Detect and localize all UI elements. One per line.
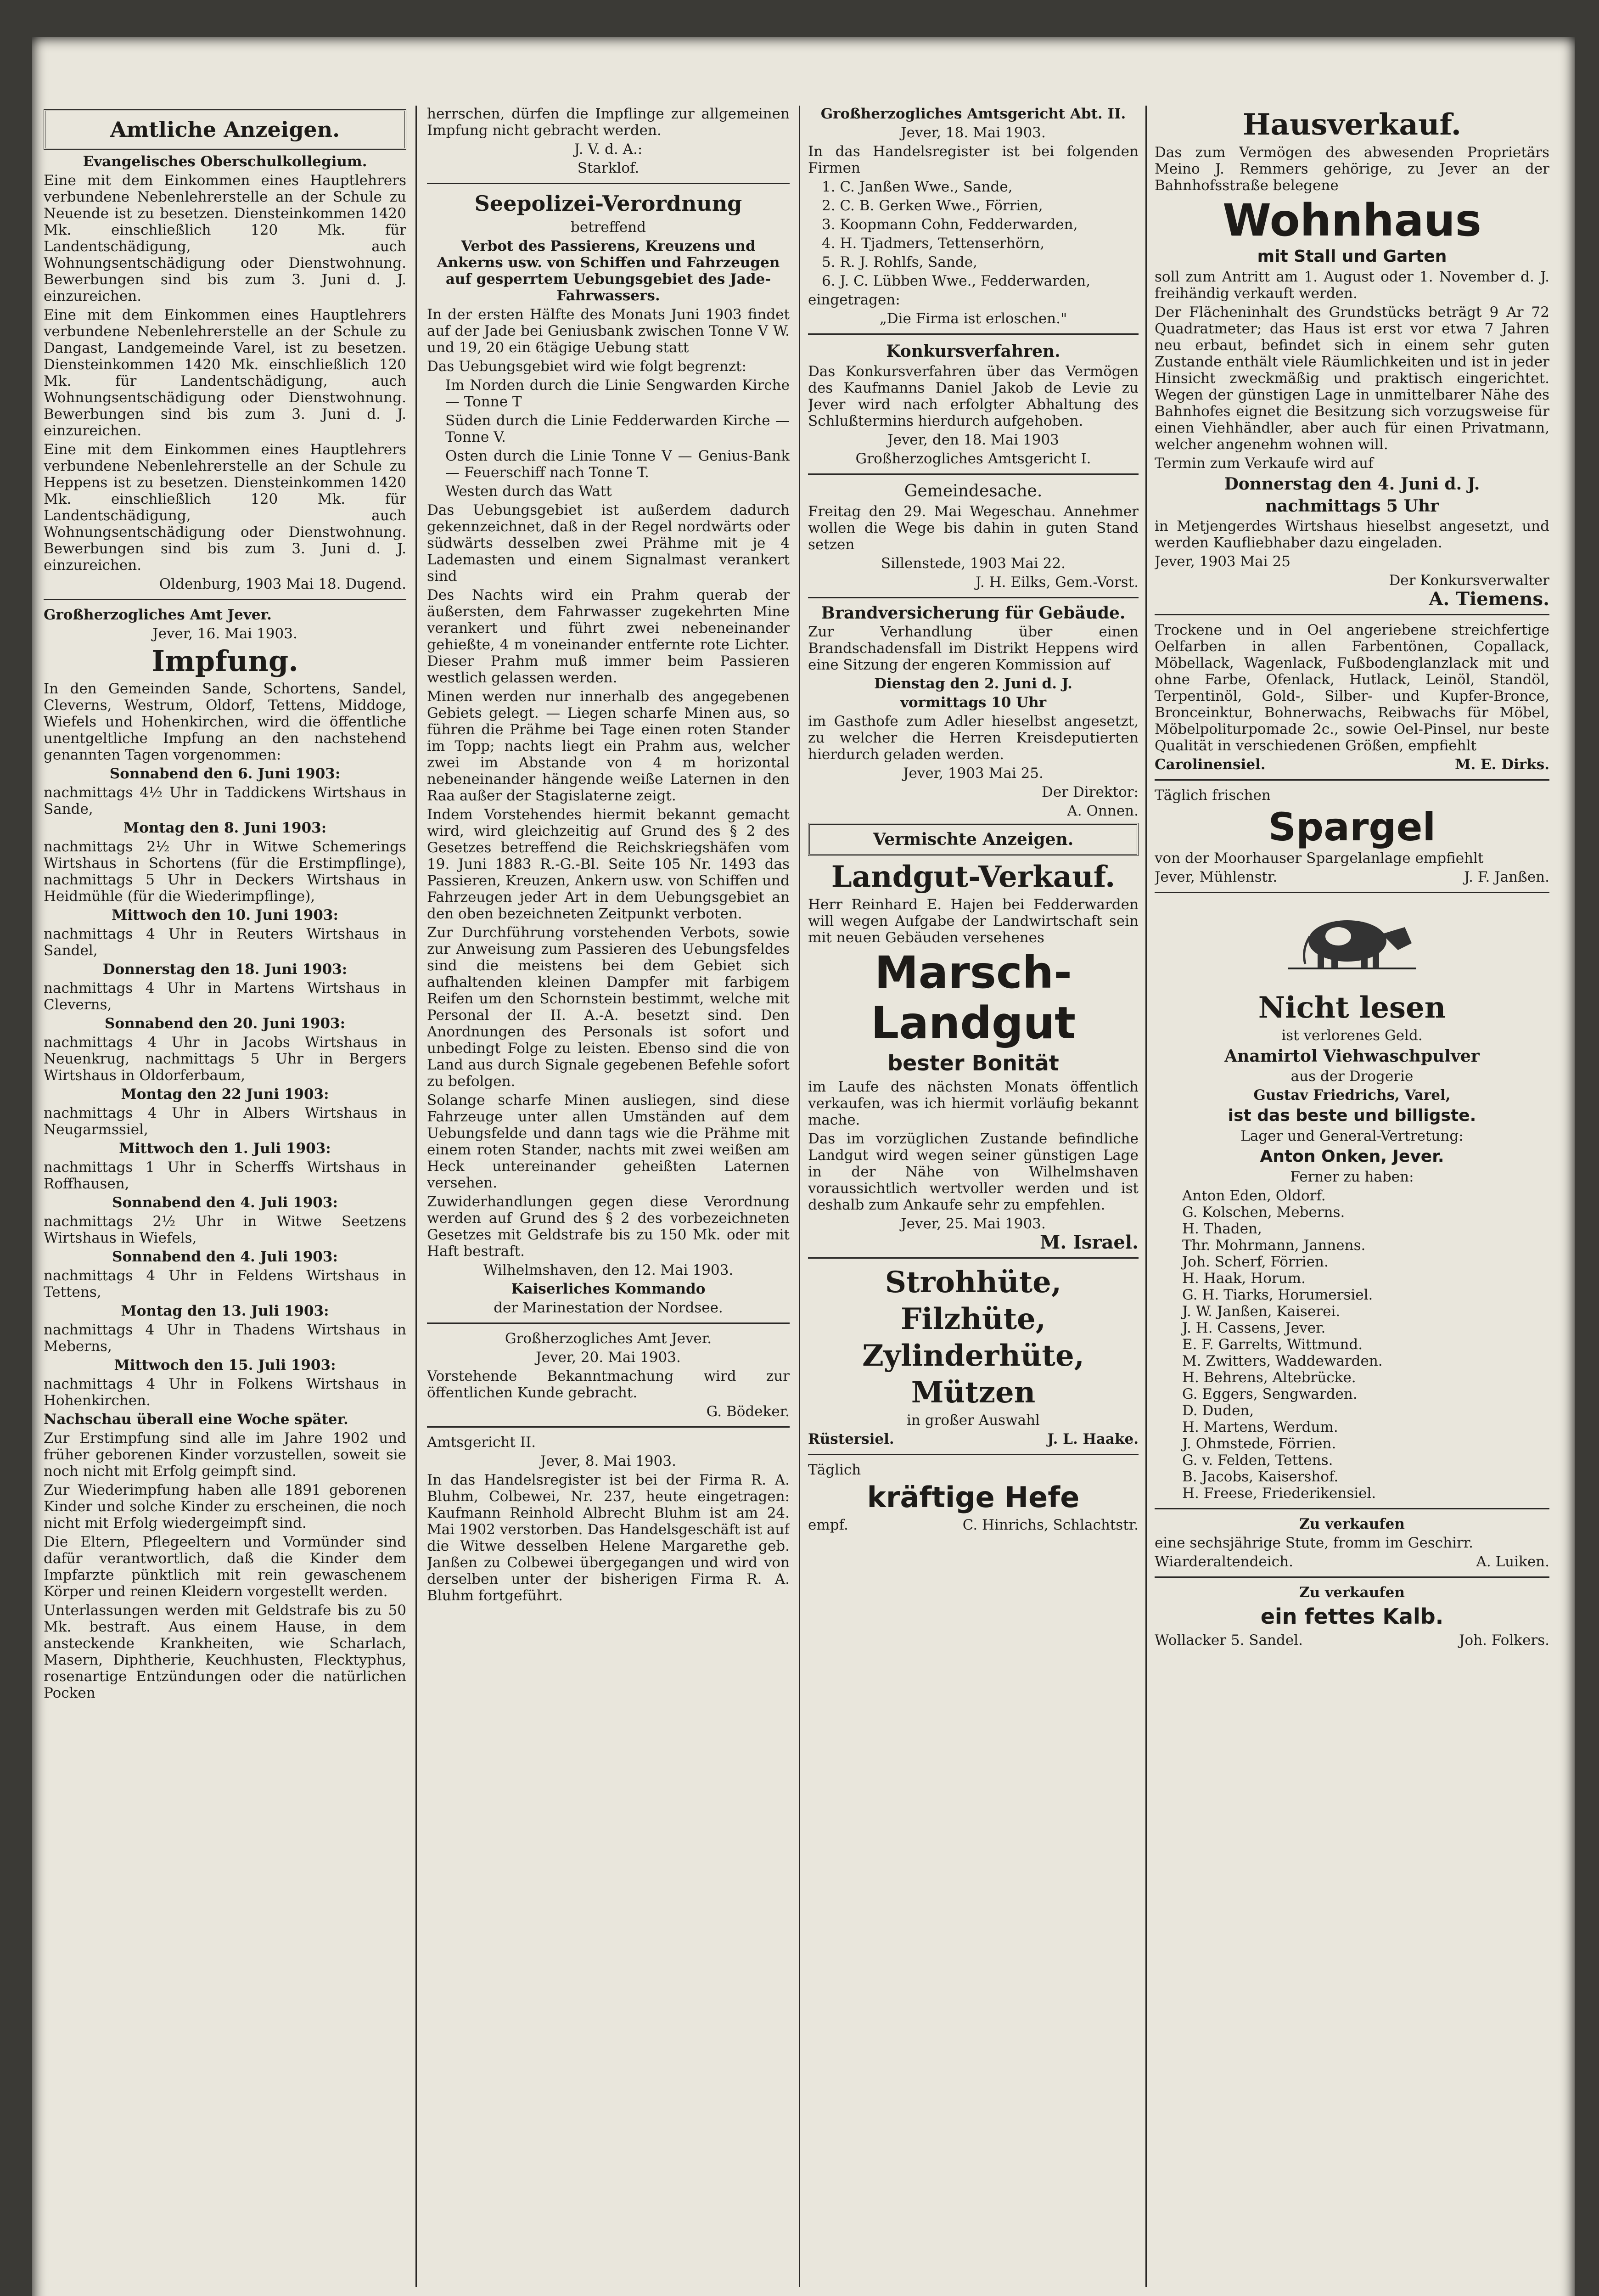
impfung-entry: nachmittags 4 Uhr in Feldens Wirtshaus in Tettens,: [44, 1267, 406, 1300]
nicht-lesen-sub: ist verlorenes Geld.: [1281, 1027, 1423, 1044]
newspaper-page: [32, 37, 1575, 2296]
hr-quote: „Die Firma ist erloschen.": [879, 310, 1067, 327]
impfung-date: Mittwoch den 15. Juli 1903:: [114, 1357, 336, 1373]
seepolizei-para: Zur Durchführung vorstehenden Verbots, sowie zur Anweisung zum Passieren des Uebungsfeldes sind die meistens bei dem Gebiet sich aufhaltenden kleinen Dampfer mit farbigem Reifen um den Schornstein bestimmt, welche mit Personal der II. A.-A. besetzt sind. Den Anordnungen des Personals ist sofort und unbedingt Folge zu leisten. Ebenso sind die von Land aus durch Signale gegebenen Befehle sofort zu befolgen.: [427, 924, 790, 1090]
seepolizei-para: Zuwiderhandlungen gegen diese Verordnung werden auf Grund des § 2 des vorbezeichneten Gesetzes mit Geldstrafe bis zu 150 Mk. oder mit Haft bestraft.: [427, 1193, 790, 1260]
seepolizei-para: Des Nachts wird ein Prahm querab der äußersten, dem Fahrwasser zugekehrten Mine verankert und führt zwei nebeneinander gehießte, 4 m voneinander entfernte rote Lichter. Dieser Prahm muß immer beim Passieren westlich gelassen werden.: [427, 587, 790, 686]
ag2-heading: Amtsgericht II.: [427, 1434, 536, 1451]
wohnhaus-big: Wohnhaus: [1223, 195, 1481, 246]
column-rule: [415, 106, 417, 2287]
divider: [1155, 779, 1549, 781]
column-rule: [799, 106, 800, 2287]
impfung-entry: nachmittags 4 Uhr in Thadens Wirtshaus in Meberns,: [44, 1322, 406, 1355]
hr-item: 1. C. Janßen Wwe., Sande,: [822, 179, 1013, 195]
hut-sign: J. L. Haake.: [1047, 1431, 1139, 1447]
impfung-entry: nachmittags 1 Uhr in Scherffs Wirtshaus in Roffhausen,: [44, 1159, 406, 1192]
dealer-item: G. v. Felden, Tettens.: [1182, 1452, 1333, 1469]
dealer-item: Thr. Mohrmann, Jannens.: [1182, 1237, 1366, 1254]
seepolizei-line: Osten durch die Linie Tonne V — Genius-Bank — Feuerschiff nach Tonne T.: [445, 448, 790, 481]
landgut-quality: bester Bonität: [887, 1051, 1059, 1075]
hefe-footer: [808, 1517, 1139, 1533]
hr-date: Jever, 18. Mai 1903.: [901, 124, 1046, 141]
continuation-sign: Starklof.: [577, 160, 640, 176]
impfung-entry: nachmittags 4½ Uhr in Taddickens Wirtshaus in Sande,: [44, 784, 406, 817]
divider: [427, 1426, 790, 1428]
seepolizei-sign: Kaiserliches Kommando: [511, 1281, 706, 1297]
cow-icon: [1283, 900, 1421, 987]
dealer-item: D. Duden,: [1182, 1402, 1254, 1419]
hefe-pre: Täglich: [808, 1462, 861, 1478]
kalb-sign: Joh. Folkers.: [1459, 1632, 1549, 1649]
section-header-vermischte: Vermischte Anzeigen.: [873, 830, 1074, 849]
seepolizei-sub: betreffend: [571, 219, 646, 236]
dealer-item: G. H. Tiarks, Horumersiel.: [1182, 1287, 1373, 1303]
divider: [427, 183, 790, 184]
impfung-date: Montag den 22 Juni 1903:: [121, 1086, 329, 1103]
farben-footer: [1155, 756, 1549, 773]
hut-footer: [808, 1431, 1139, 1447]
seepolizei-para: Solange scharfe Minen ausliegen, sind diese Fahrzeuge unter allen Umständen auf dem Uebungsfelde und dann tags wie die Prähme mit einem roten Stander, nachts mit zwei weißen am Heck untereinander geheißten Laternen versehen.: [427, 1092, 790, 1191]
impfung-date: Sonnabend den 4. Juli 1903:: [112, 1249, 338, 1265]
konkurs-text: Das Konkursverfahren über das Vermögen des Kaufmanns Daniel Jakob de Levie zu Jever wird nach erfolgter Abhaltung des Schlußtermins hierdurch aufgehoben.: [808, 363, 1139, 429]
hefe-title: kräftige Hefe: [867, 1480, 1080, 1514]
impfung-date: Donnerstag den 18. Juni 1903:: [102, 961, 348, 978]
hausverkauf-text: Das zum Vermögen des abwesenden Proprietärs Meino J. Remmers gehörige, zu Jever an der Bahnhofsstraße belegene: [1155, 144, 1549, 194]
spargel-big: Spargel: [1268, 805, 1436, 850]
divider: [808, 1454, 1139, 1455]
konkurs-date: Jever, den 18. Mai 1903: [887, 432, 1059, 448]
anamirtol-ferner: Ferner zu haben:: [1290, 1169, 1414, 1185]
verkaufen-head: Zu verkaufen: [1299, 1584, 1405, 1601]
brand-day: Dienstag den 2. Juni d. J.: [874, 675, 1072, 692]
impfung-entry: nachmittags 4 Uhr in Martens Wirtshaus in Cleverns,: [44, 980, 406, 1013]
dealer-item: H. Behrens, Altebrücke.: [1182, 1369, 1356, 1386]
seepolizei-para: Indem Vorstehendes hiermit bekannt gemacht wird, wird gleichzeitig auf Grund des § 2 des Gesetzes betreffend die Reichskriegshäfen vom 19. Juni 1883 R.-G.-Bl. Seite 105 Nr. 1493 das Passieren, Kreuzen, Ankern usw. von Schiffen und Fahrzeugen jeder Art in dem Uebungsgebiet an den oben bezeichneten Zeitpunkt verboten.: [427, 806, 790, 922]
seepolizei-para: Das Uebungsgebiet wird wie folgt begrenzt:: [427, 358, 746, 375]
verkaufen-text: eine sechsjährige Stute, fromm im Geschirr.: [1155, 1535, 1474, 1551]
anamirtol-title: Anamirtol Viehwaschpulver: [1224, 1047, 1480, 1066]
column-4: [1155, 106, 1549, 2287]
seepolizei-line: Im Norden durch die Linie Sengwarden Kirche — Tonne T: [445, 377, 790, 410]
impfung-entry: nachmittags 2½ Uhr in Witwe Seetzens Wirtshaus in Wiefels,: [44, 1213, 406, 1246]
seepolizei-title: Seepolizei-Verordnung: [474, 191, 742, 216]
divider: [1155, 614, 1549, 615]
anamirtol-lager: Lager und General-Vertretung:: [1240, 1128, 1464, 1144]
konkurs-title: Konkursverfahren.: [886, 342, 1060, 361]
section-header-amtliche: Amtliche Anzeigen.: [110, 117, 340, 142]
hr-item: 2. C. B. Gerken Wwe., Förrien,: [822, 197, 1043, 214]
dealer-item: B. Jacobs, Kaisershof.: [1182, 1469, 1339, 1485]
wiederimpfung: Zur Wiederimpfung haben alle 1891 geborenen Kinder und solche Kinder zu erscheinen, die noch nicht mit Erfolg wiedergeimpft sind.: [44, 1482, 406, 1531]
hut-line: Zylinderhüte,: [862, 1339, 1084, 1373]
anamirtol-best: ist das beste und billigste.: [1228, 1106, 1476, 1125]
impfung-date: Sonnabend den 20. Juni 1903:: [104, 1015, 346, 1032]
impfung-intro: In den Gemeinden Sande, Schortens, Sandel, Cleverns, Westrum, Oldorf, Tettens, Middoge, Wiefels und Hohenkirchen, wird die öffentliche unentgeltliche Impfung an den nachstehend genannten Tagen vorgenommen:: [44, 681, 406, 763]
spargel-sign: J. F. Janßen.: [1464, 869, 1549, 885]
seepolizei-line: Süden durch die Linie Fedderwarden Kirche — Tonne V.: [445, 412, 790, 445]
brand-text: Zur Verhandlung über einen Brandschadensfall im Distrikt Heppens wird eine Sitzung der engeren Kommission auf: [808, 624, 1139, 673]
hausverkauf-sign: Der Konkursverwalter: [1389, 572, 1549, 589]
impfung-entry: nachmittags 4 Uhr in Reuters Wirtshaus in Sandel,: [44, 926, 406, 959]
dealer-item: H. Thaden,: [1182, 1221, 1262, 1237]
amt-heading: Großherzogliches Amt Jever.: [44, 607, 272, 623]
column-1: [44, 106, 406, 2287]
spargel-pre: Täglich frischen: [1155, 787, 1271, 804]
hr-heading: Großherzogliches Amtsgericht Abt. II.: [820, 106, 1126, 122]
hut-line: Strohhüte,: [885, 1265, 1062, 1300]
dealer-item: E. F. Garrelts, Wittmund.: [1182, 1336, 1363, 1353]
column-3: [808, 106, 1139, 2287]
strafe: Unterlassungen werden mit Geldstrafe bis zu 50 Mk. bestraft. Aus einem Hause, in dem ansteckende Krankheiten, wie Scharlach, Masern, Diphtherie, Keuchhusten, Flecktyphus, rosenartige Entzündungen oder die natürlichen Pocken: [44, 1602, 406, 1701]
gemeinde-date: Sillenstede, 1903 Mai 22.: [881, 555, 1066, 572]
continuation-text: herrschen, dürfen die Impflinge zur allgemeinen Impfung nicht gebracht werden.: [427, 106, 790, 139]
hr-item: 3. Koopmann Cohn, Fedderwarden,: [822, 216, 1078, 233]
divider: [1155, 1576, 1549, 1578]
hut-place: Rüstersiel.: [808, 1431, 894, 1447]
brand-sign: Der Direktor:: [1042, 784, 1139, 800]
hr-tail: eingetragen:: [808, 292, 900, 308]
impfung-date: Sonnabend den 4. Juli 1903:: [112, 1194, 338, 1211]
impfung-entry: nachmittags 4 Uhr in Folkens Wirtshaus in Hohenkirchen.: [44, 1376, 406, 1409]
hausverkauf-text2: soll zum Antritt am 1. August oder 1. November d. J. freihändig verkauft werden.: [1155, 269, 1549, 302]
hausverkauf-text3: Der Flächeninhalt des Grundstücks beträgt 9 Ar 72 Quadratmeter; das Haus ist erst vor etwa 7 Jahren neu erbaut, befindet sich in einem sehr guten Zustande enthält viele Räumlichkeiten und ist in jeder Hinsicht zweckmäßig und praktisch eingerichtet. Wegen der günstigen Lage in unmittelbarer Nähe des Bahnhofes eignet die Besitzung sich vorzugsweise für einen Viehhändler, aber auch für einen Privatmann, welcher angenehm wohnen will.: [1155, 304, 1549, 453]
hefe-sign: C. Hinrichs, Schlachtstr.: [962, 1517, 1139, 1533]
seepolizei-lead: Verbot des Passierens, Kreuzens und Ankerns usw. von Schiffen und Fahrzeugen auf gesperrtem Uebungsgebiet des Jade-Fahrwassers.: [437, 238, 780, 304]
hr-item: 5. R. J. Rohlfs, Sande,: [822, 254, 977, 270]
divider: [1155, 1508, 1549, 1509]
hr-intro: In das Handelsregister ist bei folgenden Firmen: [808, 143, 1139, 176]
dealer-list: [1155, 1187, 1549, 1502]
amt-date: Jever, 16. Mai 1903.: [152, 625, 297, 642]
ev-notice-1: Eine mit dem Einkommen eines Hauptlehrers verbundene Nebenlehrerstelle an der Schule zu Neuende ist zu besetzen. Diensteinkommen 1420 Mk. einschließlich 120 Mk. für Landentschädigung, auch Wohnungsentschädigung oder Dienstwohnung. Bewerbungen sind bis zum 3. Juni d. J. einzureichen.: [44, 172, 406, 304]
impfung-title: Impfung.: [151, 644, 298, 678]
dealer-item: G. Kolschen, Meberns.: [1182, 1204, 1345, 1221]
dealer-item: J. W. Janßen, Kaiserei.: [1182, 1303, 1341, 1320]
farben-text: Trockene und in Oel angeriebene streichfertige Oelfarben in allen Farbentönen, Copallack, Möbellack, Wagenlack, Fußbodenglanzlack mit und ohne Farbe, Ofenlack, Hutlack, Leinöl, Standöl, Terpentinöl, Gold-, Silber- und Kupfer-Bronce, Bronceinktur, Bohnerwachs, Reibwachs für Möbel, Möbelpoliturpomade 2c., sowie Oel-Pinsel, nur beste Qualität in verschiedenen Größen, empfiehlt: [1155, 622, 1549, 754]
anamirtol-onken: Anton Onken, Jever.: [1260, 1147, 1444, 1166]
ag2-text: In das Handelsregister ist bei der Firma R. A. Bluhm, Colbewei, Nr. 237, heute eingetragen: Kaufmann Reinhold Albrecht Bluhm ist am 24. Mai 1902 verstorben. Das Handelsgeschäft ist auf die Witwe desselben Helene Margarethe geb. Janßen zu Colbewei übergegangen und wird von derselben unter der bisherigen Firma R. A. Bluhm fortgeführt.: [427, 1472, 790, 1604]
gemeinde-sign: J. H. Eilks, Gem.-Vorst.: [975, 574, 1139, 591]
hausverkauf-text5: in Metjengerdes Wirtshaus hieselbst angesetzt, und werden Kaufliebhaber dazu eingeladen.: [1155, 518, 1549, 551]
seepolizei-sign: Wilhelmshaven, den 12. Mai 1903.: [483, 1262, 734, 1278]
dealer-item: Anton Eden, Oldorf.: [1182, 1187, 1326, 1204]
divider: [1155, 892, 1549, 893]
amt2-heading: Großherzogliches Amt Jever.: [505, 1330, 712, 1347]
dealer-item: J. H. Cassens, Jever.: [1182, 1320, 1326, 1336]
kalb-footer: [1155, 1632, 1549, 1649]
divider: [808, 473, 1139, 475]
kalb-big: ein fettes Kalb.: [1260, 1604, 1444, 1629]
impfung-date: Montag den 8. Juni 1903:: [123, 820, 327, 836]
spargel-place: Jever, Mühlenstr.: [1155, 869, 1278, 885]
nachschau: Nachschau überall eine Woche später.: [44, 1411, 348, 1428]
ag2-date: Jever, 8. Mai 1903.: [540, 1453, 676, 1469]
hr-item: 4. H. Tjadmers, Tettenserhörn,: [822, 235, 1045, 252]
dealer-item: G. Eggers, Sengwarden.: [1182, 1386, 1358, 1402]
dealer-item: H. Freese, Friederikensiel.: [1182, 1485, 1376, 1502]
spargel-text: von der Moorhauser Spargelanlage empfiehlt: [1155, 850, 1484, 867]
hausverkauf-time: nachmittags 5 Uhr: [1265, 496, 1439, 516]
column-rule: [1145, 106, 1147, 2287]
eltern: Die Eltern, Pflegeeltern und Vormünder sind dafür verantwortlich, daß die Kinder dem Impfarzte pünktlich mit rein gewaschenem Körper und reinen Kleidern vorgestellt werden.: [44, 1534, 406, 1600]
landgut-big-1: Marsch-: [875, 947, 1072, 998]
impfung-date: Mittwoch den 10. Juni 1903:: [112, 907, 338, 923]
amt2-date: Jever, 20. Mai 1903.: [536, 1349, 681, 1366]
amt2-sign: G. Bödeker.: [706, 1403, 790, 1420]
ev-notice-3: Eine mit dem Einkommen eines Hauptlehrers verbundene Nebenlehrerstelle an der Schule zu Heppens ist zu besetzen. Diensteinkommen 1420 Mk. einschließlich 120 Mk. für Landentschädigung, auch Wohnungsentschädigung oder Dienstwohnung. Bewerbungen sind bis zum 3. Juni d. J. einzureichen.: [44, 441, 406, 574]
continuation-sign: J. V. d. A.:: [574, 141, 643, 158]
brand-title: Brandversicherung für Gebäude.: [821, 603, 1126, 623]
seepolizei-para: In der ersten Hälfte des Monats Juni 1903 findet auf der Jade bei Geniusbank zwischen Tonne V W. und 19, 20 ein 6tägige Uebung statt: [427, 306, 790, 356]
anamirtol-from: aus der Drogerie: [1290, 1068, 1414, 1085]
hut-small: in großer Auswahl: [907, 1412, 1040, 1429]
column-2: [427, 106, 790, 2287]
brand-sign: A. Onnen.: [1067, 803, 1139, 819]
farben-sign: M. E. Dirks.: [1455, 756, 1549, 773]
amt2-text: Vorstehende Bekanntmachung wird zur öffentlichen Kunde gebracht.: [427, 1368, 790, 1401]
seepolizei-para: Minen werden nur innerhalb des angegebenen Gebiets gelegt. — Liegen scharfe Minen aus, so führen die Prähme bei Tage einen roten Stander im Topp; nachts liegt ein Prahm aus, welcher zwei im Abstande von 4 m horizontal nebeneinander hängende weiße Laternen in den Raa außer der Stagislaterne zeigt.: [427, 688, 790, 804]
verkaufen-sign: A. Luiken.: [1476, 1553, 1549, 1570]
verkaufen-place: Wiarderaltendeich.: [1155, 1553, 1293, 1570]
divider: [44, 599, 406, 600]
spargel-footer: [1155, 869, 1549, 885]
landgut-title: Landgut-Verkauf.: [831, 860, 1116, 894]
hausverkauf-sign: A. Tiemens.: [1429, 588, 1549, 610]
landgut-text2: im Laufe des nächsten Monats öffentlich verkaufen, was ich hiermit vorläufig bekannt mache.: [808, 1079, 1139, 1128]
divider: [808, 1257, 1139, 1259]
landgut-big-2: Landgut: [871, 997, 1076, 1049]
hausverkauf-text4: Termin zum Verkaufe wird auf: [1155, 455, 1374, 472]
dealer-item: H. Martens, Werdum.: [1182, 1419, 1338, 1435]
gemeinde-title: Gemeindesache.: [904, 482, 1043, 501]
brand-time: vormittags 10 Uhr: [900, 694, 1047, 711]
impfung-date: Sonnabend den 6. Juni 1903:: [109, 765, 341, 782]
landgut-date: Jever, 25. Mai 1903.: [901, 1216, 1046, 1232]
hut-line: Filzhüte,: [900, 1302, 1046, 1336]
dealer-item: Joh. Scherf, Förrien.: [1182, 1254, 1329, 1270]
ev-notice-2: Eine mit dem Einkommen eines Hauptlehrers verbundene Nebenlehrerstelle an der Schule zu Dangast, Landgemeinde Varel, ist zu besetzen. Diensteinkommen 1420 Mk. einschließlich 120 Mk. für Landentschädigung, auch Wohnungsentschädigung oder Dienstwohnung. Bewerbungen sind bis zum 3. Juni d. J. einzureichen.: [44, 307, 406, 439]
hausverkauf-day: Donnerstag den 4. Juni d. J.: [1224, 474, 1480, 494]
impfung-entry: nachmittags 4 Uhr in Albers Wirtshaus in Neugarmssiel,: [44, 1105, 406, 1138]
brand-date: Jever, 1903 Mai 25.: [903, 765, 1044, 782]
impfung-date: Mittwoch den 1. Juli 1903:: [119, 1140, 331, 1157]
erstimpfung: Zur Erstimpfung sind alle im Jahre 1902 und früher geborenen Kinder vorzustellen, soweit sie noch nicht mit Erfolg geimpft sind.: [44, 1430, 406, 1480]
verkaufen-head: Zu verkaufen: [1299, 1516, 1405, 1532]
hausverkauf-title: Hausverkauf.: [1243, 107, 1461, 142]
seepolizei-sign: der Marinestation der Nordsee.: [494, 1300, 723, 1316]
divider: [427, 1322, 790, 1324]
divider: [808, 597, 1139, 598]
kalb-place: Wollacker 5. Sandel.: [1155, 1632, 1303, 1649]
divider: [808, 333, 1139, 335]
impfung-date: Montag den 13. Juli 1903:: [121, 1303, 329, 1319]
verkaufen-footer: [1155, 1553, 1549, 1570]
brand-text2: im Gasthofe zum Adler hieselbst angesetzt, zu welcher die Herren Kreisdeputierten hierdurch geladen werden.: [808, 713, 1139, 763]
dealer-item: J. Ohmstede, Förrien.: [1182, 1435, 1336, 1452]
landgut-sign: M. Israel.: [1040, 1232, 1139, 1253]
ev-signature: Oldenburg, 1903 Mai 18. Dugend.: [159, 576, 406, 592]
landgut-text: Herr Reinhard E. Hajen bei Fedderwarden will wegen Aufgabe der Landwirtschaft sein mit neuen Gebäuden versehenes: [808, 896, 1139, 946]
farben-place: Carolinensiel.: [1155, 756, 1266, 773]
hut-line: Mützen: [911, 1375, 1036, 1410]
nicht-lesen-title: Nicht lesen: [1258, 990, 1446, 1025]
impfung-entry: nachmittags 4 Uhr in Jacobs Wirtshaus in Neuenkrug, nachmittags 5 Uhr in Bergers Wirtshaus in Oldorferbaum,: [44, 1034, 406, 1084]
dealer-item: M. Zwitters, Waddewarden.: [1182, 1353, 1383, 1369]
seepolizei-line: Westen durch das Watt: [445, 483, 612, 500]
hausverkauf-date: Jever, 1903 Mai 25: [1155, 553, 1290, 570]
hr-item: 6. J. C. Lübben Wwe., Fedderwarden,: [822, 273, 1091, 289]
impfung-entry: nachmittags 2½ Uhr in Witwe Schemerings Wirtshaus in Schortens (für die Erstimpflinge), nachmittags 5 Uhr in Deckers Wirtshaus in Heidmühle (für die Wiederimpflinge),: [44, 838, 406, 905]
konkurs-sign: Großherzogliches Amtsgericht I.: [855, 450, 1091, 467]
wohnhaus-sub: mit Stall und Garten: [1257, 247, 1447, 266]
gemeinde-text: Freitag den 29. Mai Wegeschau. Annehmer wollen die Wege bis dahin in guten Stand setzen: [808, 503, 1139, 553]
dealer-item: H. Haak, Horum.: [1182, 1270, 1306, 1287]
hefe-empf: empf.: [808, 1517, 848, 1533]
landgut-text3: Das im vorzüglichen Zustande befindliche Landgut wird wegen seiner günstigen Lage in der Nähe von Wilhelmshaven voraussichtlich wertvoller werden und ist deshalb zum Ankaufe sehr zu empfehlen.: [808, 1131, 1139, 1213]
seepolizei-para: Das Uebungsgebiet ist außerdem dadurch gekennzeichnet, daß in der Regel nordwärts oder südwärts desselben zwei Prähme mit je 4 Lademasten und einem Signalmast verankert sind: [427, 502, 790, 585]
anamirtol-firm: Gustav Friedrichs, Varel,: [1253, 1087, 1451, 1103]
ev-heading: Evangelisches Oberschulkollegium.: [83, 153, 367, 170]
